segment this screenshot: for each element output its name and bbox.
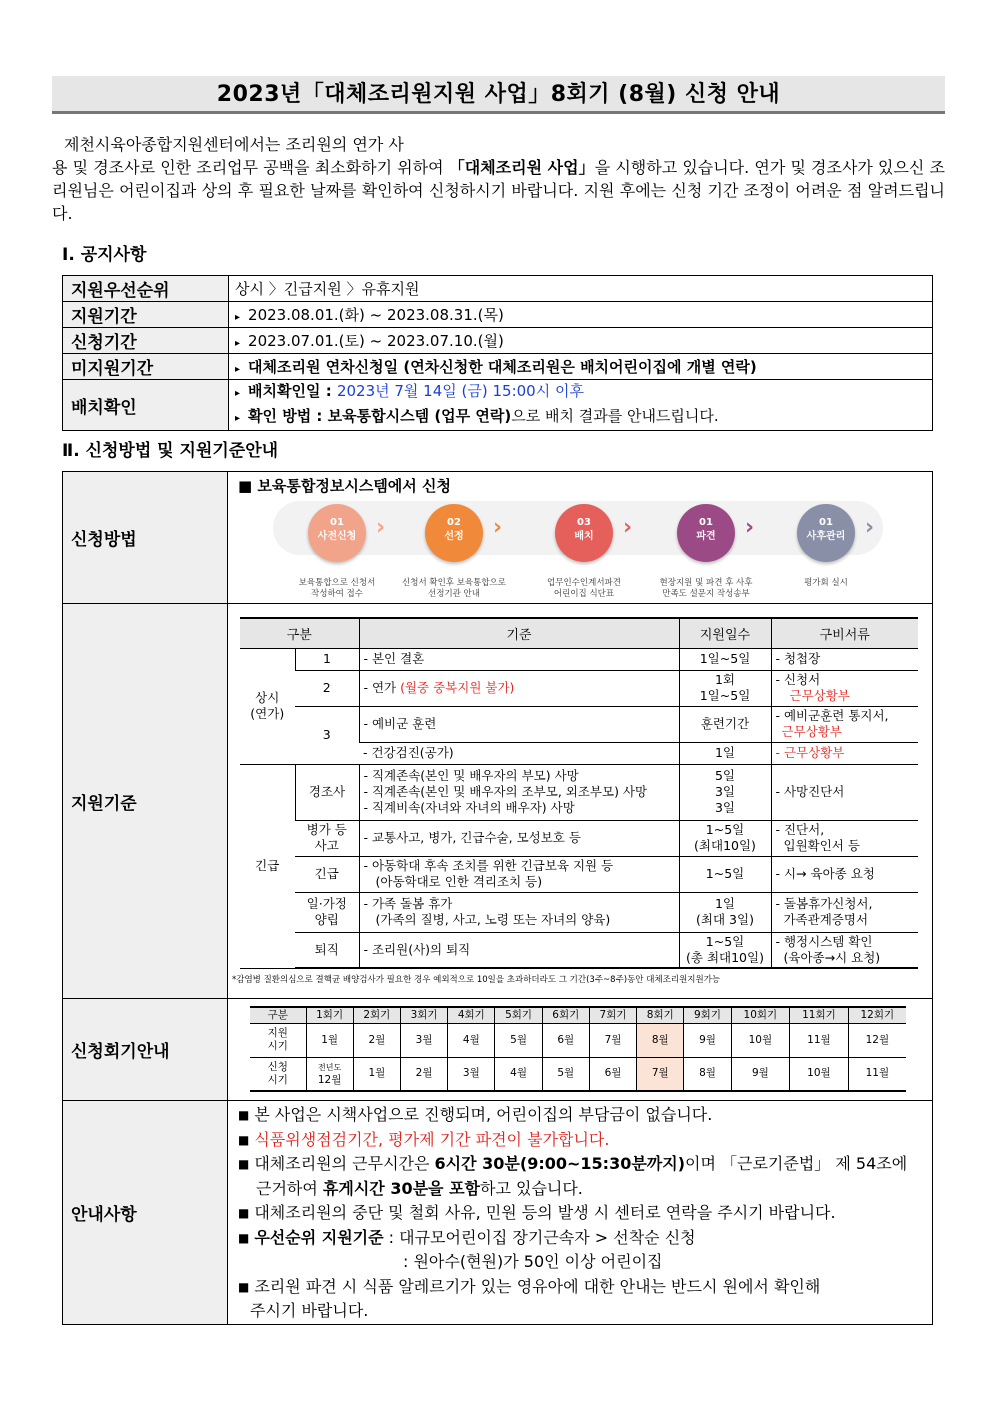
criteria-days: 1~5일 (최대10일) [679, 820, 771, 856]
schedule-table [250, 1006, 906, 1092]
step-2: 02 선정 [425, 504, 483, 562]
schedule-session: 7회기 [589, 1007, 636, 1023]
step-4: 01 파견 [677, 504, 735, 562]
guide-item: ■ 식품위생점검기간, 평가제 기간 파견이 불가합니다. [238, 1129, 610, 1149]
section2-heading: Ⅱ. 신청방법 및 지원기준안내 [62, 441, 279, 461]
apply-month: 3월 [448, 1057, 495, 1091]
criteria-std: - 아동학대 후속 조치를 위한 긴급보육 지원 등 (아동학대로 인한 격리조치 등) [359, 856, 679, 892]
guide-item: ■ 대체조리원의 근무시간은 6시간 30분(9:00~15:30분까지)이며 「근로기준법」 제 54조에 [238, 1154, 908, 1173]
criteria-header: 지원일수 [679, 618, 771, 648]
criteria-header: 구분 [240, 618, 359, 648]
criteria-days: 1~5일 [679, 856, 771, 892]
criteria-days: 5일 3일 3일 [679, 764, 771, 820]
guide-cell [228, 1101, 933, 1325]
criteria-no: 1 [295, 648, 359, 670]
method-label: 신청방법 [63, 472, 228, 604]
criteria-doc: - 행정시스템 확인 (육아종→시 요청) [771, 932, 918, 968]
schedule-session: 10회기 [731, 1007, 790, 1023]
criteria-type: 경조사 [295, 764, 359, 820]
schedule-session: 8회기 [637, 1007, 684, 1023]
criteria-table [240, 617, 918, 969]
priority-value: 상시 〉긴급지원 〉유휴지원 [229, 276, 933, 302]
apply-month: 11월 [848, 1057, 906, 1091]
schedule-session: 9회기 [684, 1007, 731, 1023]
method-title: ■ 보육통합정보시스템에서 신청 [238, 477, 451, 495]
criteria-std: - 건강검진(공가) [359, 742, 679, 764]
schedule-session: 6회기 [542, 1007, 589, 1023]
page-title: 2023년「대체조리원지원 사업」8회기 (8월) 신청 안내 [52, 76, 945, 114]
apply-month: 전년도 12월 [306, 1057, 353, 1091]
method-cell [228, 472, 933, 604]
support-month: 5월 [495, 1023, 542, 1057]
apply-month: 1월 [353, 1057, 400, 1091]
criteria-std: - 교통사고, 병가, 긴급수술, 모성보호 등 [359, 820, 679, 856]
step-1: 01 사전신청 [308, 504, 366, 562]
criteria-days: 1~5일 (총 최대10일) [679, 932, 771, 968]
apply-month: 7월 [637, 1057, 684, 1091]
criteria-type: 병가 등 사고 [295, 820, 359, 856]
support-month: 11월 [790, 1023, 849, 1057]
intro-body: 용 및 경조사로 인한 조리업무 공백을 최소화하기 위하여 「대체조리원 사업」을 시행하고 있습니다. 연가 및 경조사가 있으신 조리원님은 어린이집과 상의 후 필요한 날짜를 확인하여 신청하시기 바랍니다. 지원 후에는 신청 기간 조정이 어려운 점 알려드립니다. [52, 158, 945, 223]
support-month: 9월 [684, 1023, 731, 1057]
schedule-session: 12회기 [848, 1007, 906, 1023]
support-month: 2월 [353, 1023, 400, 1057]
criteria-days: 1회 1일~5일 [679, 670, 771, 706]
criteria-no: 3 [295, 706, 359, 764]
assign-label: 배치확인 [63, 380, 229, 431]
notice-table [62, 275, 933, 431]
criteria-std: - 가족 돌봄 휴가 (가족의 질병, 사고, 노령 또는 자녀의 양육) [359, 892, 679, 932]
schedule-session: 2회기 [353, 1007, 400, 1023]
criteria-std: - 조리원(사)의 퇴직 [359, 932, 679, 968]
apply-value: ▸ 2023.07.01.(토) ~ 2023.07.10.(월) [229, 328, 933, 354]
criteria-cell [228, 604, 933, 999]
criteria-header: 구비서류 [771, 618, 918, 648]
criteria-std: - 예비군 훈련 [359, 706, 679, 742]
square-bullet-icon: ■ [238, 1157, 250, 1171]
criteria-doc: - 돌봄휴가신청서, 가족관계증명서 [771, 892, 918, 932]
square-bullet-icon: ■ [238, 1230, 250, 1245]
step-2-desc: 신청서 확인후 보육통합으로 선정기관 안내 [402, 578, 506, 599]
criteria-doc: - 예비군훈련 통지서, 근무상황부 [771, 706, 918, 742]
main-table [62, 471, 933, 1325]
guide-list [228, 1101, 932, 1324]
apply-month: 10월 [790, 1057, 849, 1091]
apply-month: 8월 [684, 1057, 731, 1091]
schedule-session: 3회기 [400, 1007, 447, 1023]
period-label: 지원기간 [63, 302, 229, 328]
step-3: 03 배치 [555, 504, 613, 562]
schedule-row-label: 신청 시기 [250, 1057, 306, 1091]
criteria-doc: - 진단서, 입원확인서 등 [771, 820, 918, 856]
guide-item: ■ 대체조리원의 중단 및 철회 사유, 민원 등의 발생 시 센터로 연락을 주시기 바랍니다. [238, 1203, 836, 1222]
guide-item-cont: 근거하여 휴게시간 30분을 포함하고 있습니다. [256, 1178, 583, 1198]
criteria-std: - 직계존속(본인 및 배우자의 부모) 사망 - 직계존속(본인 및 배우자의 조부모, 외조부모) 사망 - 직계비속(자녀와 자녀의 배우자) 사망 [359, 764, 679, 820]
criteria-days: 1일~5일 [679, 648, 771, 670]
criteria-std: - 본인 결혼 [359, 648, 679, 670]
apply-month: 2월 [400, 1057, 447, 1091]
support-month: 6월 [542, 1023, 589, 1057]
step-1-desc: 보육통합으로 신청서 작성하여 접수 [298, 578, 376, 599]
criteria-days: 1일 (최대 3일) [679, 892, 771, 932]
sangsi-cell: 상시 (연가) [240, 648, 295, 764]
step-5: 01 사후관리 [797, 504, 855, 562]
nosupport-label: 미지원기간 [63, 354, 229, 380]
schedule-session: 1회기 [306, 1007, 353, 1023]
chevron-right-icon: › [623, 515, 633, 540]
criteria-doc: - 신청서 근무상황부 [771, 670, 918, 706]
apply-month: 9월 [731, 1057, 790, 1091]
schedule-label: 신청회기안내 [63, 999, 228, 1101]
apply-month: 4월 [495, 1057, 542, 1091]
nosupport-value: ▸ 대체조리원 연차신청일 (연차신청한 대체조리원은 배치어린이집에 개별 연락) [229, 354, 933, 380]
intro-line1: 제천시육아종합지원센터에서는 조리원의 연가 사 [64, 135, 404, 154]
criteria-type: 일·가정 양립 [295, 892, 359, 932]
criteria-label: 지원기준 [63, 604, 228, 999]
criteria-days: 훈련기간 [679, 706, 771, 742]
criteria-doc: - 사망진단서 [771, 764, 918, 820]
guide-item: ■ 본 사업은 시책사업으로 진행되며, 어린이집의 부담금이 없습니다. [238, 1105, 713, 1124]
criteria-type: 긴급 [295, 856, 359, 892]
criteria-std: - 연가 (월중 중복지원 불가) [359, 670, 679, 706]
assign-value: ▸ 배치확인일 : 2023년 7월 14일 (금) 15:00시 이후 ▸ 확인 방법 : 보육통합시스템 (업무 연락)으로 배치 결과를 안내드립니다. [229, 380, 933, 431]
priority-label: 지원우선순위 [63, 276, 229, 302]
criteria-doc: - 근무상황부 [771, 742, 918, 764]
schedule-session: 11회기 [790, 1007, 849, 1023]
guide-item-cont: : 원아수(현원)가 50인 이상 어린이집 [403, 1252, 663, 1271]
apply-month: 5월 [542, 1057, 589, 1091]
schedule-row-label: 지원 시기 [250, 1023, 306, 1057]
apply-label: 신청기간 [63, 328, 229, 354]
guide-item: ■ 조리원 파견 시 식품 알레르기가 있는 영유아에 대한 안내는 반드시 원에서 확인해 [238, 1276, 821, 1296]
support-month: 1월 [306, 1023, 353, 1057]
schedule-header: 구분 [250, 1007, 306, 1023]
support-month: 4월 [448, 1023, 495, 1057]
support-month: 10월 [731, 1023, 790, 1057]
guide-label: 안내사항 [63, 1101, 228, 1325]
urgent-cell: 긴급 [240, 764, 295, 968]
chevron-right-icon: › [865, 515, 875, 540]
chevron-right-icon: › [376, 515, 386, 540]
process-flow [228, 472, 932, 602]
chevron-right-icon: › [745, 515, 755, 540]
apply-month: 6월 [589, 1057, 636, 1091]
square-bullet-icon: ■ [238, 1108, 250, 1122]
step-3-desc: 업무인수인계서파견 어린이집 식단표 [547, 578, 621, 599]
criteria-no: 2 [295, 670, 359, 706]
criteria-days: 1일 [679, 742, 771, 764]
schedule-cell [228, 999, 933, 1101]
criteria-doc: - 시→ 육아종 요청 [771, 856, 918, 892]
support-month: 8월 [637, 1023, 684, 1057]
step-4-desc: 현장지원 및 파견 후 사후 만족도 설문지 작성송부 [659, 578, 753, 599]
criteria-header: 기준 [359, 618, 679, 648]
criteria-doc: - 청첩장 [771, 648, 918, 670]
square-bullet-icon: ■ [238, 1132, 250, 1147]
support-month: 12월 [848, 1023, 906, 1057]
period-value: ▸ 2023.08.01.(화) ~ 2023.08.31.(목) [229, 302, 933, 328]
chevron-right-icon: › [493, 515, 503, 540]
criteria-type: 퇴직 [295, 932, 359, 968]
intro-text [52, 133, 945, 225]
guide-item-cont: 주시기 바랍니다. [250, 1301, 369, 1320]
guide-item: ■ 우선순위 지원기준 : 대규모어린이집 장기근속자 > 선착순 신청 [238, 1227, 696, 1247]
support-month: 7월 [589, 1023, 636, 1057]
schedule-session: 4회기 [448, 1007, 495, 1023]
square-bullet-icon: ■ [238, 1206, 250, 1220]
step-5-desc: 평가회 실시 [804, 578, 848, 588]
section1-heading: Ⅰ. 공지사항 [62, 245, 147, 265]
schedule-session: 5회기 [495, 1007, 542, 1023]
square-bullet-icon: ■ [238, 1279, 250, 1294]
support-month: 3월 [400, 1023, 447, 1057]
criteria-note: *감염병 질환의심으로 결핵균 배양검사가 필요한 경우 예외적으로 10일을 초과하더라도 그 기간(3주~8주)동안 대체조리원지원가능 [232, 975, 721, 985]
